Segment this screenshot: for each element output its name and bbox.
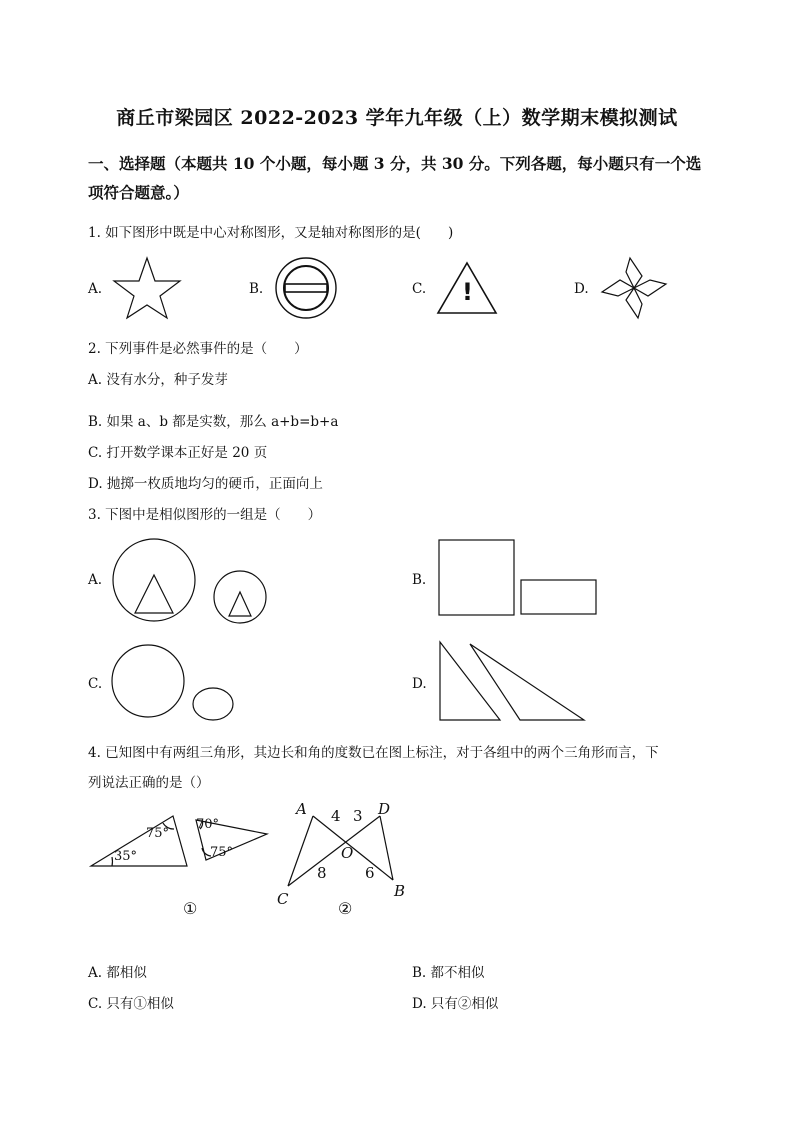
fig2-side-3: 3 bbox=[353, 807, 363, 825]
q3-option-b-label: B. bbox=[412, 572, 427, 588]
q1-stem: 1. 如下图形中既是中心对称图形，又是轴对称图形的是( ) bbox=[88, 225, 454, 241]
pinwheel-figure bbox=[598, 254, 670, 322]
section-heading-line1: 一、选择题（本题共 10 个小题，每小题 3 分，共 30 分。下列各题，每小题只有一个选 bbox=[88, 154, 702, 173]
fig2-side-4: 4 bbox=[331, 807, 341, 825]
q2-option-c: C. 打开数学课本正好是 20 页 bbox=[88, 445, 268, 461]
q2-option-b: B. 如果 a、b 都是实数，那么 a+b=b+a bbox=[88, 414, 339, 430]
q4-option-b: B. 都不相似 bbox=[412, 965, 485, 981]
page-title: 商丘市梁园区 2022-2023 学年九年级（上）数学期末模拟测试 bbox=[116, 107, 678, 129]
square-rectangle-figure bbox=[438, 539, 600, 617]
fig1-angle-35: 35° bbox=[114, 849, 138, 864]
fig2-point-c: C bbox=[277, 890, 289, 908]
q2-option-d: D. 抛掷一枚质地均匀的硬币，正面向上 bbox=[88, 476, 323, 492]
q4-option-a: A. 都相似 bbox=[88, 965, 147, 981]
fig2-point-a: A bbox=[296, 800, 307, 818]
q4-stem-line2: 列说法正确的是（） bbox=[88, 775, 210, 791]
fig1-angle-75-lower: 75° bbox=[210, 845, 234, 860]
circle-bar-figure bbox=[274, 256, 338, 320]
q4-option-c: C. 只有①相似 bbox=[88, 996, 174, 1012]
circles-triangles-figure bbox=[112, 537, 272, 623]
q3-stem: 3. 下图中是相似图形的一组是（ ） bbox=[88, 507, 322, 523]
q3-option-a-label: A. bbox=[88, 572, 103, 588]
fig2-point-o: O bbox=[341, 844, 354, 862]
q1-option-a-label: A. bbox=[88, 281, 103, 297]
q3-option-d-label: D. bbox=[412, 676, 427, 692]
fig2-side-6: 6 bbox=[365, 864, 375, 882]
fig2-point-d: D bbox=[378, 800, 391, 818]
star-figure bbox=[112, 257, 182, 319]
fig2-point-b: B bbox=[394, 882, 406, 900]
fig2-side-8: 8 bbox=[317, 864, 327, 882]
circle-ellipse-figure bbox=[110, 644, 238, 722]
fig1-caption: ① bbox=[183, 899, 198, 918]
section-heading-line2: 项符合题意。） bbox=[88, 183, 189, 202]
q1-option-c-label: C. bbox=[412, 281, 427, 297]
fig2-caption: ② bbox=[338, 899, 353, 918]
warning-mark: ! bbox=[462, 278, 473, 306]
q2-option-a: A. 没有水分，种子发芽 bbox=[88, 372, 228, 388]
q4-option-d: D. 只有②相似 bbox=[412, 996, 499, 1012]
q4-stem: 4. 已知图中有两组三角形，其边长和角的度数已在图上标注，对于各组中的两个三角形而言，下 bbox=[88, 745, 659, 761]
q3-option-c-label: C. bbox=[88, 676, 103, 692]
q2-stem: 2. 下列事件是必然事件的是（ ） bbox=[88, 341, 308, 357]
right-triangles-figure bbox=[438, 640, 588, 722]
fig1-angle-70: 70° bbox=[196, 817, 220, 832]
q1-option-d-label: D. bbox=[574, 281, 589, 297]
q1-option-b-label: B. bbox=[249, 281, 264, 297]
fig1-angle-75-upper: 75° bbox=[146, 826, 170, 841]
